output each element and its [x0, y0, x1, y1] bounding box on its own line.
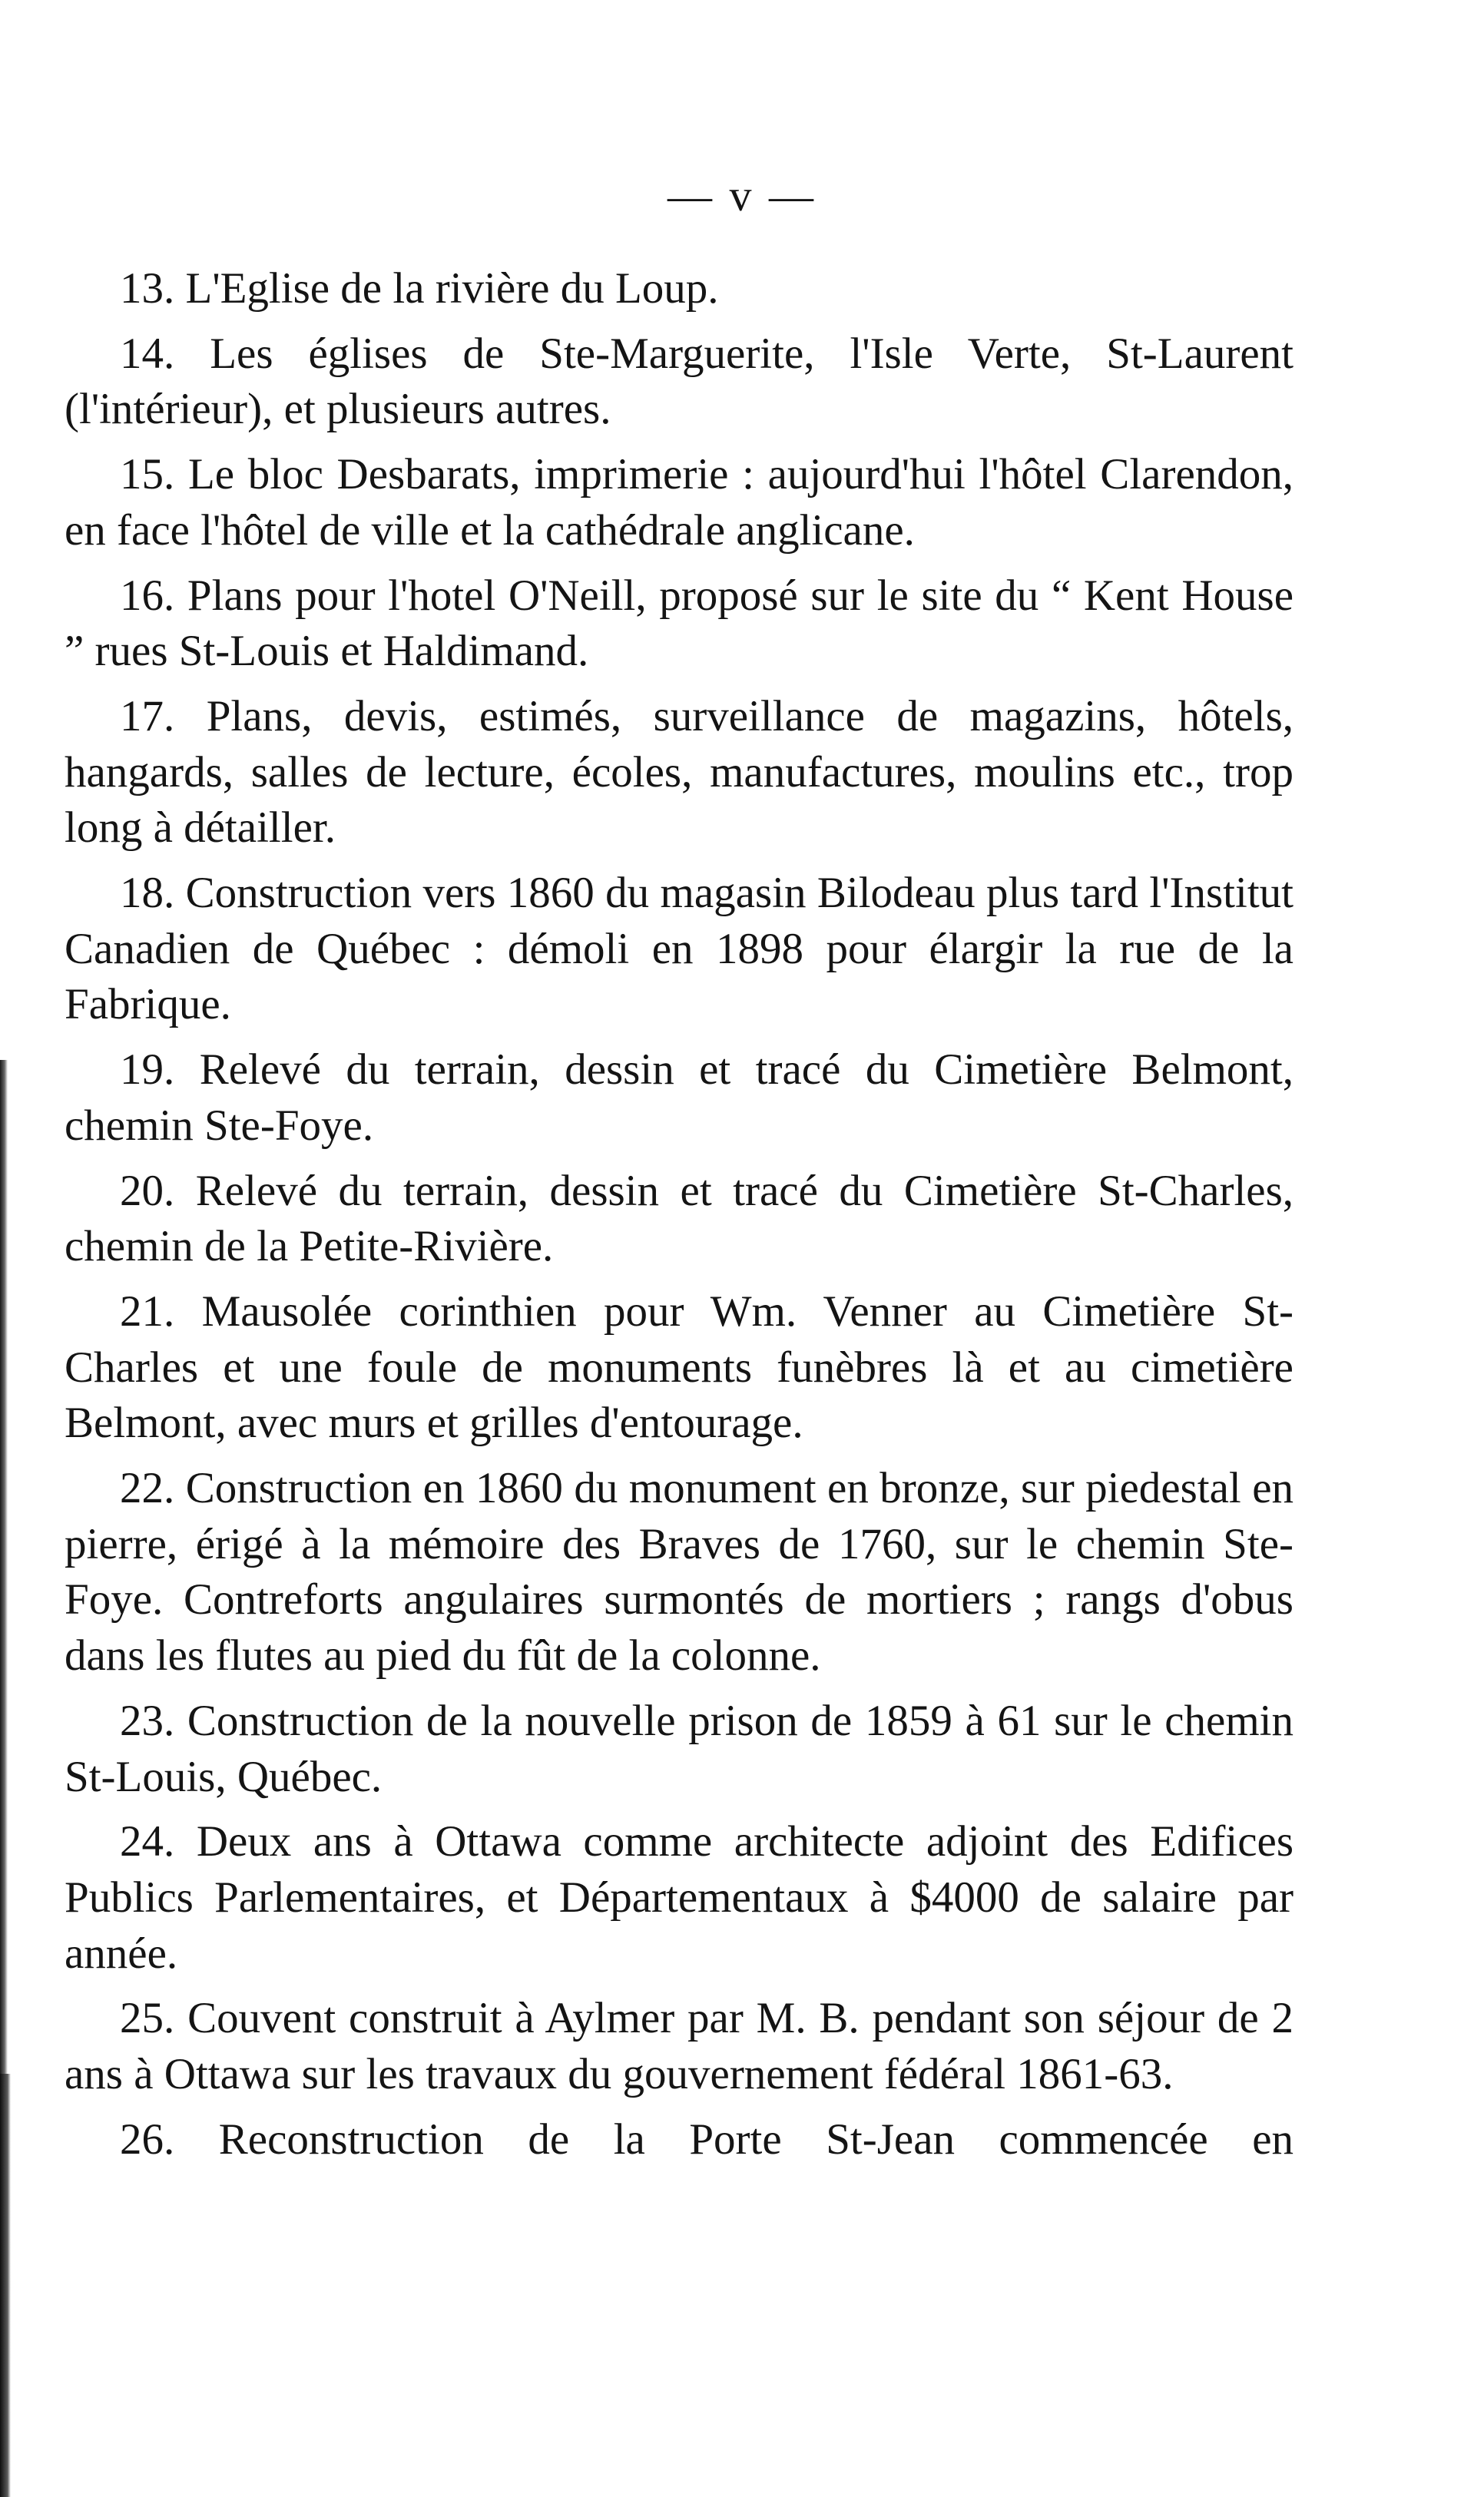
- item-text: Les églises de Ste-Marguerite, l'Isle Verte, St-Laurent (l'intérieur), et plusieurs autres.: [65, 329, 1294, 434]
- paragraph-21: [65, 1284, 1294, 1452]
- item-text: Construction vers 1860 du magasin Bilodeau plus tard l'Institut Canadien de Québec : démoli en 1898 pour élargir la rue de la Fabrique.: [65, 869, 1294, 1029]
- paragraph-19: [65, 1042, 1294, 1154]
- paragraph-20: [65, 1164, 1294, 1275]
- item-text: Le bloc Desbarats, imprimerie : aujourd'hui l'hôtel Clarendon, en face l'hôtel de ville et la cathédrale anglicane.: [65, 450, 1294, 555]
- item-text: L'Eglise de la rivière du Loup.: [185, 264, 719, 313]
- item-text: Plans pour l'hotel O'Neill, proposé sur le site du “ Kent House ” rues St-Louis et Haldimand.: [65, 571, 1294, 676]
- page-number: — v —: [667, 171, 817, 220]
- paragraph-22: [65, 1461, 1294, 1684]
- paragraph-14: [65, 326, 1294, 438]
- paragraph-23: [65, 1694, 1294, 1805]
- item-number: 17.: [120, 691, 175, 740]
- item-number: 21.: [120, 1287, 175, 1336]
- item-number: 22.: [120, 1464, 175, 1513]
- item-text: Construction en 1860 du monument en bronze, sur piedestal en pierre, érigé à la mémoire des Braves de 1760, sur le chemin Ste-Foye. Contreforts angulaires surmontés de mortiers ; rangs d'obus dans les flutes au pied du fût de la colonne.: [65, 1464, 1294, 1681]
- paragraph-25: [65, 1991, 1294, 2102]
- item-number: 14.: [120, 329, 175, 378]
- page-edge-shadow-lower: [0, 2074, 11, 2497]
- paragraph-17: [65, 689, 1294, 856]
- item-text: Deux ans à Ottawa comme architecte adjoint des Edifices Publics Parlementaires, et Départementaux à $4000 de salaire par année.: [65, 1817, 1294, 1978]
- item-number: 20.: [120, 1166, 175, 1215]
- item-number: 23.: [120, 1696, 175, 1745]
- item-number: 24.: [120, 1817, 175, 1866]
- item-number: 13.: [120, 264, 175, 313]
- paragraph-18: [65, 866, 1294, 1033]
- item-text: Reconstruction de la Porte St-Jean commencée en: [218, 2115, 1294, 2164]
- paragraph-13: [65, 261, 1294, 317]
- paragraph-15: [65, 447, 1294, 558]
- item-number: 18.: [120, 869, 175, 918]
- item-text: Mausolée corinthien pour Wm. Venner au Cimetière St-Charles et une foule de monuments funèbres là et au cimetière Belmont, avec murs et grilles d'entourage.: [65, 1287, 1294, 1448]
- item-text: Couvent construit à Aylmer par M. B. pendant son séjour de 2 ans à Ottawa sur les travaux du gouvernement fédéral 1861-63.: [65, 1994, 1294, 2099]
- item-number: 15.: [120, 450, 175, 499]
- paragraph-16: [65, 568, 1294, 680]
- item-text: Relevé du terrain, dessin et tracé du Cimetière Belmont, chemin Ste-Foye.: [65, 1045, 1294, 1150]
- item-number: 26.: [120, 2115, 175, 2164]
- item-text: Relevé du terrain, dessin et tracé du Cimetière St-Charles, chemin de la Petite-Rivière.: [65, 1166, 1294, 1271]
- item-number: 16.: [120, 571, 175, 620]
- body-text: [65, 261, 1294, 2177]
- item-text: Plans, devis, estimés, surveillance de magazins, hôtels, hangards, salles de lecture, écoles, manufactures, moulins etc., trop long à détailler.: [65, 691, 1294, 853]
- item-text: Construction de la nouvelle prison de 1859 à 61 sur le chemin St-Louis, Québec.: [65, 1696, 1294, 1801]
- item-number: 19.: [120, 1045, 175, 1095]
- paragraph-26: [65, 2112, 1294, 2168]
- item-number: 25.: [120, 1994, 175, 2043]
- paragraph-24: [65, 1814, 1294, 1982]
